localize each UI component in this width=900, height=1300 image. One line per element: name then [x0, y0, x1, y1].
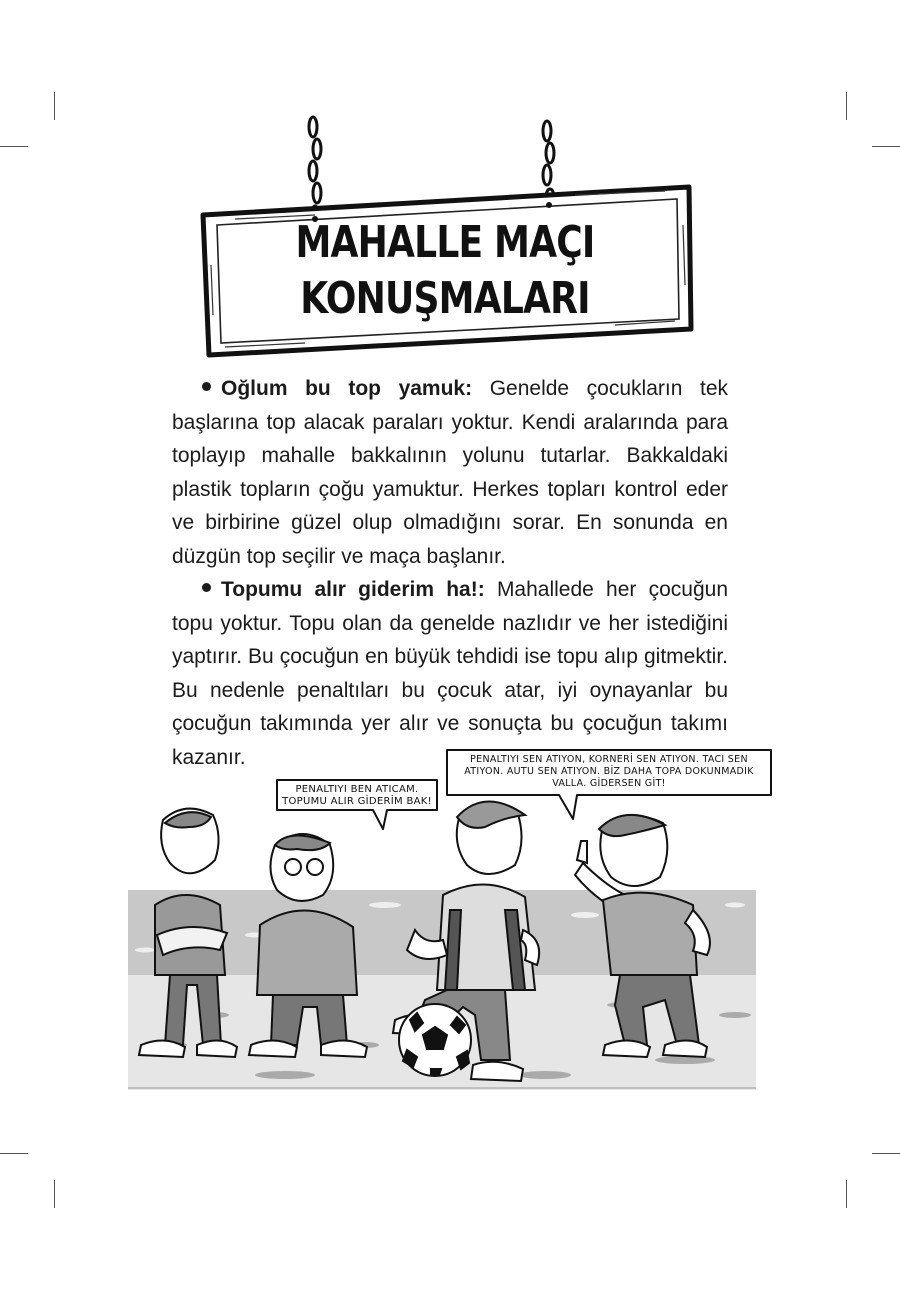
speech-bubble-left — [277, 784, 437, 808]
list-item — [172, 573, 728, 774]
crop-mark-bottom-left-h — [0, 1153, 28, 1154]
crop-mark-top-right-h — [872, 146, 900, 147]
page-title — [240, 215, 650, 327]
soccer-ball-drawing — [399, 1004, 471, 1076]
cartoon-illustration — [125, 745, 780, 1105]
item-term: Oğlum bu top yamuk: — [221, 377, 473, 400]
speech-bubble-right — [447, 754, 771, 790]
item-text: Genelde çocukların tek başlarına top alacak paraları yoktur. Kendi aralarında para toplayıp mahalle bakkalının yolunu tutarlar. Bakkaldaki plastik topların çoğu yamuktur. Herkes topları kontrol eder ve birbirine güzel olup olmadığını sorar. En sonunda en düzgün top seçilir ve maça başlanır. — [172, 377, 728, 568]
item-term: Topumu alır giderim ha!: — [221, 578, 485, 601]
speech-bubble-right-line1: PENALTIYI SEN ATIYON, KORNERİ SEN ATIYON. TACI SEN — [470, 754, 748, 765]
bullet-icon — [202, 382, 211, 391]
title-sign — [195, 115, 705, 365]
crop-mark-bottom-right-h — [872, 1153, 900, 1154]
cartoon-drawing — [125, 745, 780, 1105]
crop-mark-bottom-left-v — [54, 1180, 55, 1208]
crop-mark-top-left-h — [0, 146, 28, 147]
crop-mark-top-right-v — [846, 92, 847, 120]
list-item — [172, 372, 728, 573]
speech-bubble-right-line3: VALLA. GİDERSEN GİT! — [552, 778, 666, 789]
article-body — [172, 372, 728, 774]
bullet-icon — [202, 583, 211, 592]
crop-mark-bottom-right-v — [846, 1180, 847, 1208]
item-text: Mahallede her çocuğun topu yoktur. Topu olan da genelde nazlıdır ve her istediğini yaptırır. Bu çocuğun en büyük tehdidi ise topu alıp gitmektir. Bu nedenle penaltıları bu çocuk atar, iyi oynayanlar bu çocuğun takımında yer alır ve sonuçta bu çocuğun takımı kazanır. — [172, 578, 728, 769]
speech-bubble-left-line2: TOPUMU ALIR GİDERİM BAK! — [282, 796, 432, 807]
speech-bubble-right-line2: ATIYON. AUTU SEN ATIYON. BİZ DAHA TOPA DOKUNMADIK — [464, 766, 754, 777]
page-title-line2: KONUŞMALARI — [300, 273, 590, 324]
page-title-line1: MAHALLE MAÇI — [295, 217, 595, 268]
crop-mark-top-left-v — [54, 92, 55, 120]
speech-bubble-left-line1: PENALTIYI BEN ATICAM. — [295, 784, 419, 795]
